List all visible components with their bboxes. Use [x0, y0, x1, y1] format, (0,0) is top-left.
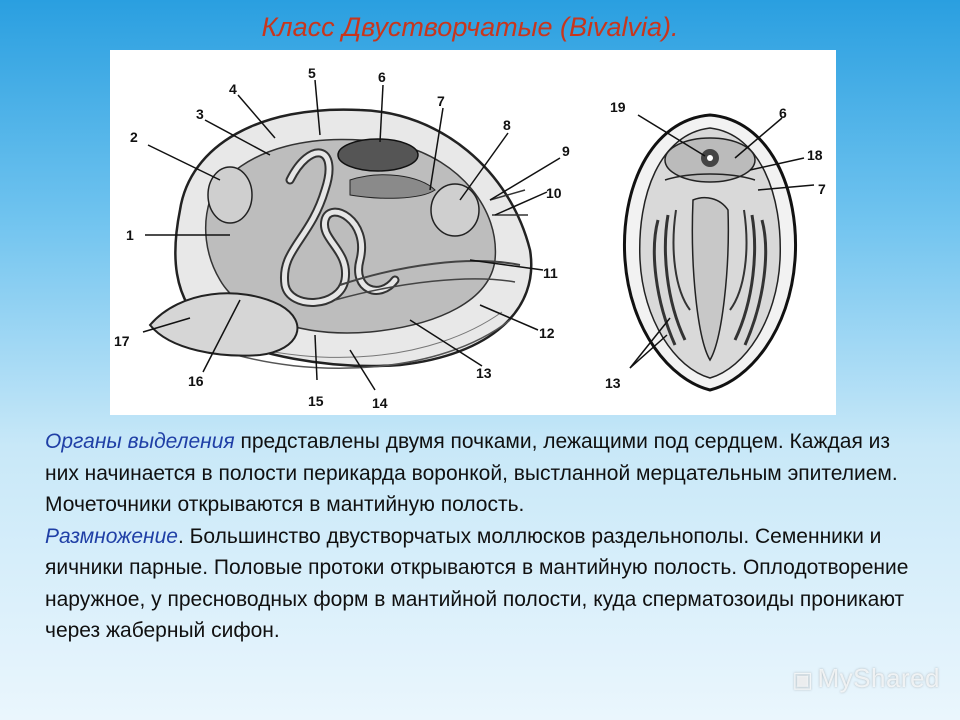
label-13: 13: [476, 365, 492, 381]
label-4: 4: [229, 81, 237, 97]
term-reproduction: Размножение: [45, 524, 178, 548]
watermark-text: MyShared: [817, 663, 940, 693]
watermark-logo: [792, 663, 940, 694]
bivalve-side-drawing: [114, 65, 570, 411]
anatomy-figure: [110, 50, 836, 415]
label-15: 15: [308, 393, 324, 409]
anatomy-illustration: [110, 50, 836, 415]
label-2: 2: [130, 129, 138, 145]
label-5: 5: [308, 65, 316, 81]
label-8: 8: [503, 117, 511, 133]
paragraph-excretion-text: представлены двумя почками, лежащими под сердцем. Каждая из них начинается в полости перикарда воронкой, выстланной мерцательным эпителием. Мочеточники открываются в мантийную полость.: [45, 430, 898, 516]
label-3: 3: [196, 106, 204, 122]
label-6-right: 6: [779, 105, 787, 121]
slide-title: Класс Двустворчатые (Bivalvia).: [261, 12, 679, 42]
presentation-icon: ▣: [792, 667, 814, 692]
label-16: 16: [188, 373, 204, 389]
label-18: 18: [807, 147, 823, 163]
label-19: 19: [610, 99, 626, 115]
label-14: 14: [372, 395, 388, 411]
paragraph-excretion: [45, 426, 915, 521]
label-7-right: 7: [818, 181, 826, 197]
bivalve-cross-section-drawing: [605, 99, 826, 391]
term-excretion: Органы выделения: [45, 430, 235, 453]
label-17: 17: [114, 333, 130, 349]
label-12: 12: [539, 325, 555, 341]
label-6: 6: [378, 69, 386, 85]
label-10: 10: [546, 185, 562, 201]
paragraph-reproduction: [45, 521, 915, 647]
paragraph-reproduction-text: . Большинство двустворчатых моллюсков раздельнополы. Семенники и яичники парные. Половые протоки открываются в мантийную полость. Оплодотворение наружное, у пресноводных форм в мантийной полости, куда сперматозоиды проникают через жаберный сифон.: [45, 524, 909, 642]
label-11: 11: [543, 265, 558, 281]
slide-body: [45, 426, 915, 647]
label-9: 9: [562, 143, 570, 159]
label-1: 1: [126, 227, 134, 243]
label-7: 7: [437, 93, 445, 109]
label-13-right: 13: [605, 375, 621, 391]
